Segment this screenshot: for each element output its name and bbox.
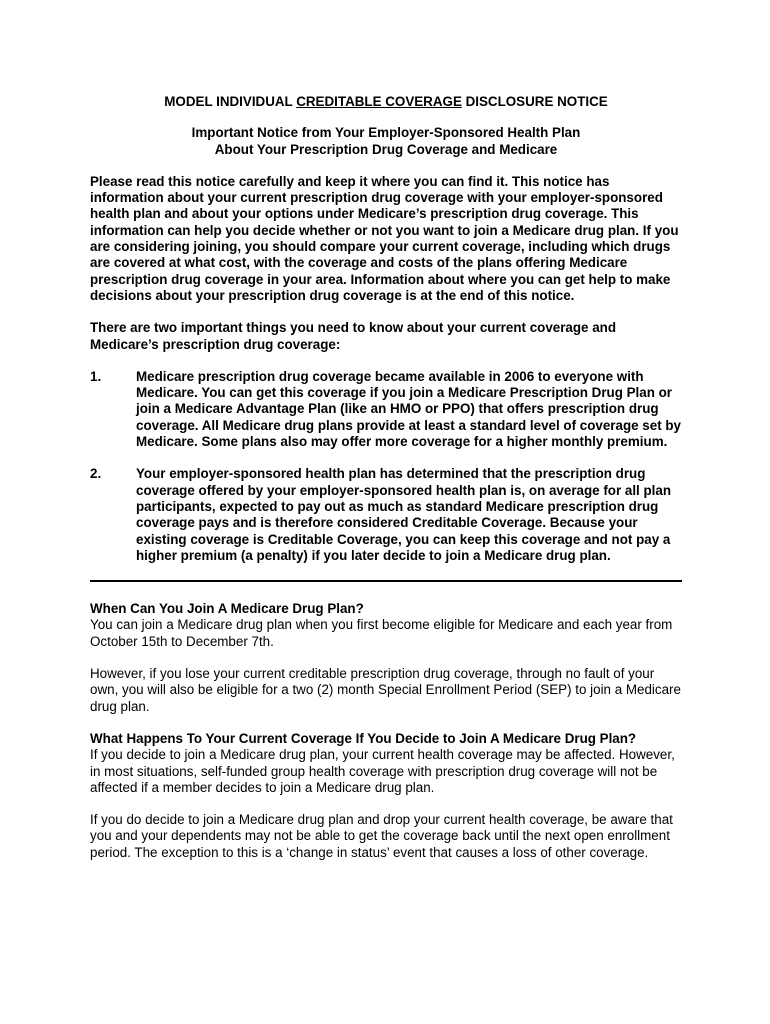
list-item <box>90 466 682 564</box>
list-item-text: Your employer-sponsored health plan has determined that the prescription drug coverage offered by your employer-sponsored health plan is, on average for all plan participants, expected to pay out as much as standard Medicare prescription drug coverage pays and is therefore considered Creditable Coverage. Because your existing coverage is Creditable Coverage, you can keep this coverage and not pay a higher premium (a penalty) if you later decide to join a Medicare drug plan. <box>136 466 672 563</box>
subtitle-line-1: Important Notice from Your Employer-Sponsored Health Plan <box>191 125 581 141</box>
section-heading-join: When Can You Join A Medicare Drug Plan? <box>90 601 364 617</box>
section-heading-current-coverage: What Happens To Your Current Coverage If You Decide to Join A Medicare Drug Plan? <box>90 730 637 746</box>
document-title <box>90 94 682 110</box>
title-underlined: CREDITABLE COVERAGE <box>296 94 462 109</box>
title-suffix: DISCLOSURE NOTICE <box>461 94 608 109</box>
list-item-number: 2. <box>90 466 102 482</box>
list-item-number: 1. <box>90 368 102 384</box>
two-things-paragraph: There are two important things you need to know about your current coverage and Medicare’s prescription drug coverage: <box>90 320 617 352</box>
list-item-text: Medicare prescription drug coverage became available in 2006 to everyone with Medicare. You can get this coverage if you join a Medicare Prescription Drug Plan or join a Medicare Advantage Plan (like an HMO or PPO) that offers prescription drug coverage. All Medicare drug plans provide at least a standard level of coverage set by Medicare. Some plans also may offer more coverage for a higher monthly premium. <box>136 368 682 450</box>
horizontal-divider <box>90 580 682 582</box>
document-page <box>90 94 682 877</box>
subtitle-line-2: About Your Prescription Drug Coverage and Medicare <box>214 141 558 157</box>
section-current-coverage-paragraph-2: If you do decide to join a Medicare drug plan and drop your current health coverage, be aware that you and your dependents may not be able to get the coverage back until the next open enrollment period. The exception to this is a ‘change in status’ event that causes a loss of other coverage. <box>90 812 673 860</box>
list-item <box>90 369 682 450</box>
intro-paragraph: Please read this notice carefully and keep it where you can find it. This notice has information about your current prescription drug coverage with your employer-sponsored health plan and about your options under Medicare’s prescription drug coverage. This information can help you decide whether or not you want to join a Medicare drug plan. If you are considering joining, you should compare your current coverage, including which drugs are covered at what cost, with the coverage and costs of the plans offering Medicare prescription drug coverage in your area. Information about where you can get help to make decisions about your prescription drug coverage is at the end of this notice. <box>90 173 679 303</box>
section-current-coverage-paragraph-1: If you decide to join a Medicare drug plan, your current health coverage may be affected. However, in most situations, self-funded group health coverage with prescription drug coverage will not be affected if a member decides to join a Medicare drug plan. <box>90 747 675 795</box>
title-prefix: MODEL INDIVIDUAL <box>164 94 297 109</box>
important-points-list <box>90 369 682 564</box>
document-subtitle <box>90 125 682 158</box>
section-join-paragraph-1: You can join a Medicare drug plan when you first become eligible for Medicare and each year from October 15th to December 7th. <box>90 617 673 649</box>
section-join-paragraph-2: However, if you lose your current creditable prescription drug coverage, through no fault of your own, you will also be eligible for a two (2) month Special Enrollment Period (SEP) to join a Medicare drug plan. <box>90 666 681 714</box>
